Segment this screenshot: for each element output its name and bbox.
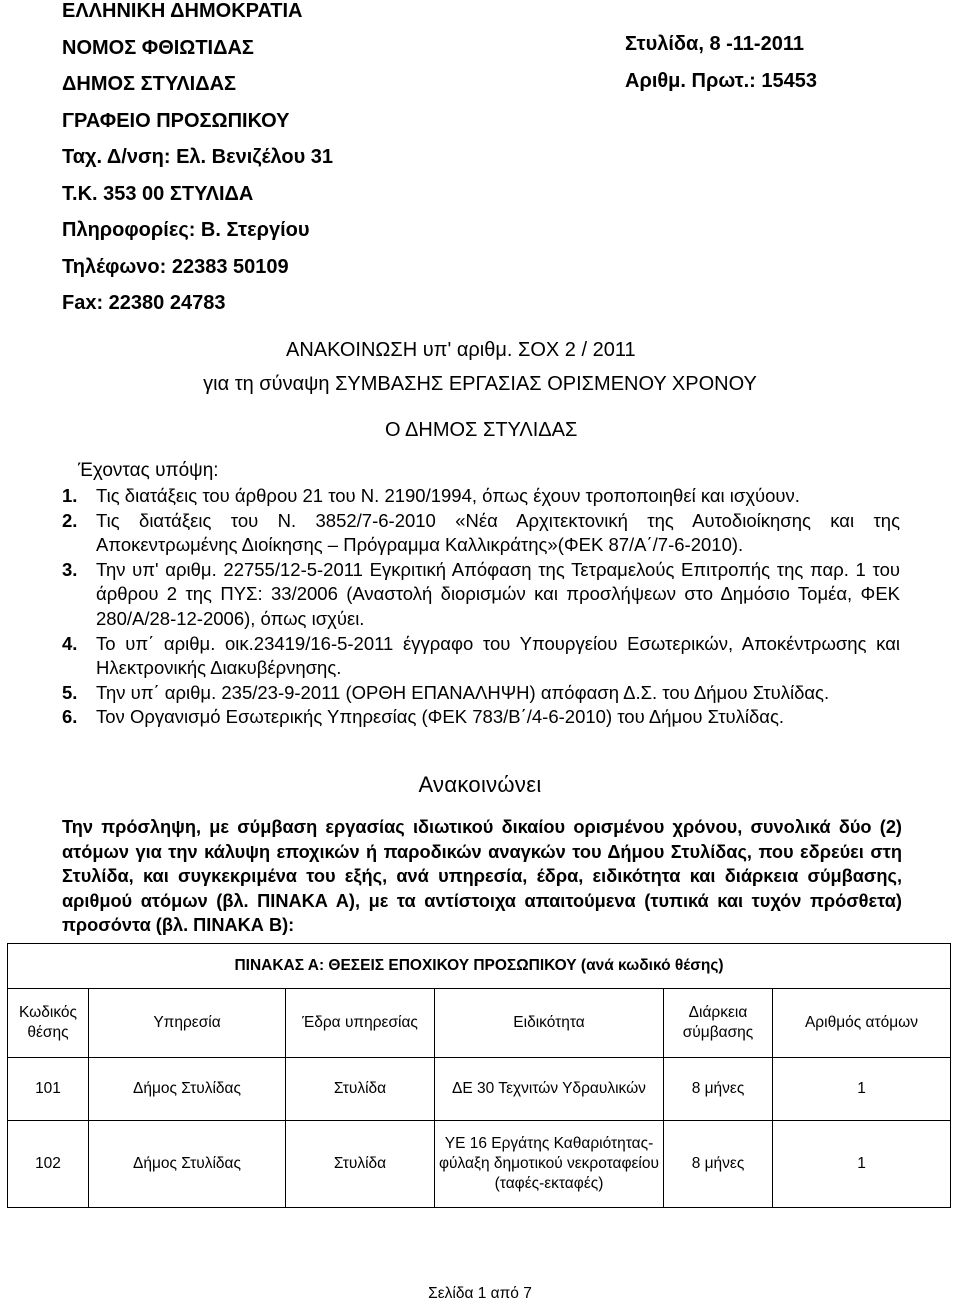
sender-line: Τηλέφωνο: 22383 50109 [62, 255, 289, 278]
table-cell: 101 [8, 1058, 89, 1121]
sender-line: Πληροφορίες: Β. Στεργίου [62, 219, 310, 241]
protocol-number: Αριθμ. Πρωτ.: 15453 [625, 69, 818, 92]
column-header: Αριθμός ατόμων [773, 989, 951, 1058]
table-header-row [8, 989, 951, 1058]
sender-line: ΝΟΜΟΣ ΦΘΙΩΤΙΔΑΣ [62, 36, 254, 59]
table-cell: Δήμος Στυλίδας [89, 1058, 286, 1121]
list-item [62, 484, 900, 509]
table-row [8, 1121, 951, 1208]
sender-line: ΓΡΑΦΕΙΟ ΠΡΟΣΩΠΙΚΟΥ [62, 109, 290, 132]
list-number: 1. [62, 485, 78, 506]
announcement-title: ΑΝΑΚΟΙΝΩΣΗ υπ' αριθμ. ΣΟΧ 2 / 2011 [286, 339, 636, 361]
column-header: Έδρα υπηρεσίας [286, 989, 435, 1058]
column-header: Κωδικός θέσης [8, 989, 89, 1058]
considering-label: Έχοντας υπόψη: [78, 460, 219, 481]
sender-line: ΔΗΜΟΣ ΣΤΥΛΙΔΑΣ [62, 73, 237, 95]
list-item [62, 509, 900, 558]
table-cell: 1 [773, 1058, 951, 1121]
table-cell: Στυλίδα [286, 1121, 435, 1208]
list-item [62, 681, 900, 706]
table-cell: 102 [8, 1121, 89, 1208]
table-cell: 8 μήνες [664, 1121, 773, 1208]
list-text: Τις διατάξεις του Ν. 3852/7-6-2010 «Νέα Αρχιτεκτονική της Αυτοδιοίκησης και της Αποκεντρωμένης Διοίκησης – Πρόγραμμα Καλλικράτης»(ΦΕΚ 87/Α΄/7-6-2010). [96, 509, 900, 556]
list-item [62, 558, 900, 632]
table-cell: ΥΕ 16 Εργάτης Καθαριότητας-φύλαξη δημοτικού νεκροταφείου (ταφές-εκταφές) [435, 1121, 664, 1208]
table-cell: Στυλίδα [286, 1058, 435, 1121]
table-cell: ΔΕ 30 Τεχνιτών Υδραυλικών [435, 1058, 664, 1121]
positions-table [7, 943, 951, 1208]
sender-line: ΕΛΛΗΝΙΚΗ ΔΗΜΟΚΡΑΤΙΑ [62, 0, 303, 22]
list-number: 3. [62, 558, 78, 580]
table-cell: 8 μήνες [664, 1058, 773, 1121]
list-text: Την υπ' αριθμ. 22755/12-5-2011 Εγκριτική Απόφαση της Τετραμελούς Επιτροπής της παρ. 1 του άρθρου 2 της ΠΥΣ: 33/2006 (Αναστολή διορισμών και προσλήψεων στο Δημόσιο Τομέα, ΦΕΚ 280/Α/28-12-2006), όπως ισχύει. [96, 558, 900, 629]
list-text: Τον Οργανισμό Εσωτερικής Υπηρεσίας (ΦΕΚ 783/Β΄/4-6-2010) του Δήμου Στυλίδας. [96, 706, 785, 728]
list-number: 6. [62, 706, 78, 728]
list-number: 4. [62, 632, 78, 654]
announcement-subtitle: για τη σύναψη ΣΥΜΒΑΣΗΣ ΕΡΓΑΣΙΑΣ ΟΡΙΣΜΕΝΟΥ ΧΡΟΝΟΥ [203, 373, 757, 395]
sender-line: Τ.Κ. 353 00 ΣΤΥΛΙΔΑ [62, 182, 254, 205]
document-date: Στυλίδα, 8 -11-2011 [625, 33, 804, 55]
announces-heading: Ανακοινώνει [418, 772, 542, 797]
list-text: Το υπ΄ αριθμ. οικ.23419/16-5-2011 έγγραφο του Υπουργείου Εσωτερικών, Αποκέντρωσης και Ηλεκτρονικής Διακυβέρνησης. [96, 632, 900, 679]
list-text: Τις διατάξεις του άρθρου 21 του Ν. 2190/1994, όπως έχουν τροποποιηθεί και ισχύουν. [96, 485, 800, 506]
table-row [8, 1058, 951, 1121]
sender-line: Fax: 22380 24783 [62, 292, 226, 314]
page-number: Σελίδα 1 από 7 [428, 1285, 532, 1302]
list-number: 2. [62, 509, 78, 531]
date-reference-block [625, 31, 817, 104]
table-cell: Δήμος Στυλίδας [89, 1121, 286, 1208]
list-item [62, 705, 900, 730]
list-text: Την υπ΄ αριθμ. 235/23-9-2011 (ΟΡΘΗ ΕΠΑΝΑΛΗΨΗ) απόφαση Δ.Σ. του Δήμου Στυλίδας. [96, 681, 830, 703]
column-header: Διάρκεια σύμβασης [664, 989, 773, 1058]
table-caption: ΠΙΝΑΚΑΣ Α: ΘΕΣΕΙΣ ΕΠΟΧΙΚΟΥ ΠΡΟΣΩΠΙΚΟΥ (ανά κωδικό θέσης) [8, 944, 951, 989]
considerations-list [62, 484, 900, 730]
list-number: 5. [62, 681, 78, 703]
table-cell: 1 [773, 1121, 951, 1208]
column-header: Υπηρεσία [89, 989, 286, 1058]
issuer-heading: Ο ΔΗΜΟΣ ΣΤΥΛΙΔΑΣ [385, 419, 578, 441]
table-caption-row [8, 944, 951, 989]
sender-block [62, 0, 333, 327]
column-header: Ειδικότητα [435, 989, 664, 1058]
body-paragraph: Την πρόσληψη, με σύμβαση εργασίας ιδιωτικού δικαίου ορισμένου χρόνου, συνολικά δύο (2) ατόμων για την κάλυψη εποχικών ή παροδικών αναγκών του Δήμου Στυλίδας, που εδρεύει στη Στυλίδα, και συγκεκριμένα του εξής, ανά υπηρεσία, έδρα, ειδικότητα και διάρκεια σύμβασης, αριθμού ατόμων (βλ. ΠΙΝΑΚΑ Α), με τα αντίστοιχα απαιτούμενα (τυπικά και τυχόν πρόσθετα) προσόντα (βλ. ΠΙΝΑΚΑ Β): [62, 817, 902, 935]
list-item [62, 632, 900, 681]
sender-line: Ταχ. Δ/νση: Ελ. Βενιζέλου 31 [62, 146, 334, 168]
